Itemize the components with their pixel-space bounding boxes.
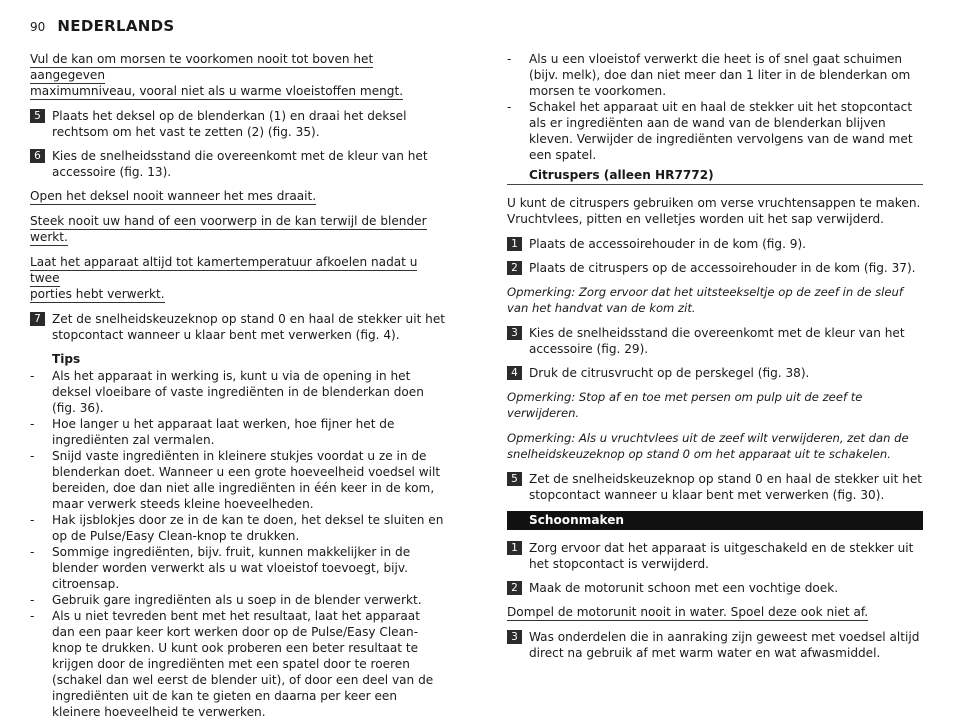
tip-item: - Snijd vaste ingrediënten in kleinere stukjes voordat u ze in de blenderkan doet. Wanneer u een grote hoeveelheid voedsel wilt bereiden, doe dan niet alle ingrediënten in één keer in de kom, maar verwerk steeds kleine hoeveelheden. [30,448,446,512]
step-7 [30,311,446,343]
step-text: Plaats het deksel op de blenderkan (1) en draai het deksel rechtsom om het vast te zetten (2) (fig. 35). [52,109,407,139]
step-number: 2 [507,261,522,275]
step-text: Zet de snelheidskeuzeknop op stand 0 en haal de stekker uit het stopcontact wanneer u klaar bent met verwerken (fig. 30). [529,472,923,502]
step-text: Was onderdelen die in aanraking zijn geweest met voedsel altijd direct na gebruik af met warm water en wat afwasmiddel. [529,630,920,660]
left-column [30,51,446,720]
warning-motor-water: Dompel de motorunit nooit in water. Spoel deze ook niet af. [507,605,869,619]
language-title: NEDERLANDS [57,17,175,35]
step-text: Zorg ervoor dat het apparaat is uitgeschakeld en de stekker uit het stopcontact is verwijderd. [529,541,914,571]
step-text: Plaats de citruspers op de accessoirehouder in de kom (fig. 37). [529,261,916,275]
step-text: Maak de motorunit schoon met een vochtige doek. [529,581,839,595]
tips-heading: Tips [52,352,81,366]
step-number: 6 [30,149,45,163]
page-number: 90 [30,20,46,34]
citrus-step-2 [507,260,923,276]
step-number: 3 [507,630,522,644]
step-number: 3 [507,326,522,340]
step-text: Kies de snelheidsstand die overeenkomt met de kleur van het accessoire (fig. 13). [52,149,428,179]
step-number: 1 [507,541,522,555]
clean-step-1 [507,540,923,572]
step-number: 2 [507,581,522,595]
step-text: Druk de citrusvrucht op de perskegel (fig. 38). [529,366,810,380]
tip-item: - Als u niet tevreden bent met het resultaat, laat het apparaat dan een paar keer kort werken door op de Pulse/Easy Clean-knop te drukken. U kunt ook proberen een beter resultaat te krijgen door de ingrediënten met een spatel door te roeren (schakel dan wel eerst de blender uit), of door een deel van de ingrediënten uit de kan te gieten en daarna per keer een kleinere hoeveelheid te verwerken. [30,608,446,720]
step-text: Plaats de accessoirehouder in de kom (fig. 9). [529,237,807,251]
step-text: Zet de snelheidskeuzeknop op stand 0 en haal de stekker uit het stopcontact wanneer u klaar bent met verwerken (fig. 4). [52,312,446,342]
citrus-section-heading: Citruspers (alleen HR7772) [507,167,923,185]
note-pulp: Opmerking: Stop af en toe met persen om pulp uit de zeef te verwijderen. [507,390,863,420]
citrus-step-5 [507,471,923,503]
step-text: Kies de snelheidsstand die overeenkomt met de kleur van het accessoire (fig. 29). [529,326,905,356]
tip-item: - Sommige ingrediënten, bijv. fruit, kunnen makkelijker in de blender worden verwerkt als u wat vloeistof toevoegt, bijv. citroensap. [30,544,446,592]
step-6 [30,148,446,180]
step-number: 1 [507,237,522,251]
step-number: 5 [30,109,45,123]
clean-step-2 [507,580,923,596]
step-number: 7 [30,312,45,326]
note-sieve: Opmerking: Zorg ervoor dat het uitsteekseltje op de zeef in de sleuf van het handvat van de kom zit. [507,285,903,315]
warning-lid: Open het deksel nooit wanneer het mes draait. [30,189,317,203]
step-5 [30,108,446,140]
warning-hand: Steek nooit uw hand of een voorwerp in de kan terwijl de blender werkt. [30,214,427,244]
warning-fill-level: Vul de kan om morsen te voorkomen nooit tot boven het aangegeven maximumniveau, vooral niet als u warme vloeistoffen mengt. [30,52,404,98]
citrus-step-4 [507,365,923,381]
tip-item: - Schakel het apparaat uit en haal de stekker uit het stopcontact als er ingrediënten aan de wand van de blenderkan blijven kleven. Verwijder de ingrediënten vervolgens van de wand met een spatel. [507,99,923,163]
page-header [30,17,174,35]
citrus-intro: U kunt de citruspers gebruiken om verse vruchtensappen te maken. Vruchtvlees, pitten en velletjes worden uit het sap verwijderd. [507,196,921,226]
clean-step-3 [507,629,923,661]
citrus-step-3 [507,325,923,357]
tip-item: - Hak ijsblokjes door ze in de kan te doen, het deksel te sluiten en op de Pulse/Easy Clean-knop te drukken. [30,512,446,544]
step-number: 4 [507,366,522,380]
right-column [507,51,923,669]
tip-item: - Gebruik gare ingrediënten als u soep in de blender verwerkt. [30,592,446,608]
tip-item: - Als u een vloeistof verwerkt die heet is of snel gaat schuimen (bijv. melk), doe dan niet meer dan 1 liter in de blenderkan om morsen te voorkomen. [507,51,923,99]
cleaning-section-heading: Schoonmaken [507,511,923,530]
step-number: 5 [507,472,522,486]
note-remove-pulp: Opmerking: Als u vruchtvlees uit de zeef wilt verwijderen, zet dan de snelheidskeuzeknop op stand 0 om het apparaat uit te schakelen. [507,431,909,461]
citrus-step-1 [507,236,923,252]
warning-cool-down: Laat het apparaat altijd tot kamertemperatuur afkoelen nadat u twee porties hebt verwerkt. [30,255,418,301]
tip-item: - Als het apparaat in werking is, kunt u via de opening in het deksel vloeibare of vaste ingrediënten in de blenderkan doen (fig. 36). [30,368,446,416]
tip-item: - Hoe langer u het apparaat laat werken, hoe fijner het de ingrediënten zal vermalen. [30,416,446,448]
